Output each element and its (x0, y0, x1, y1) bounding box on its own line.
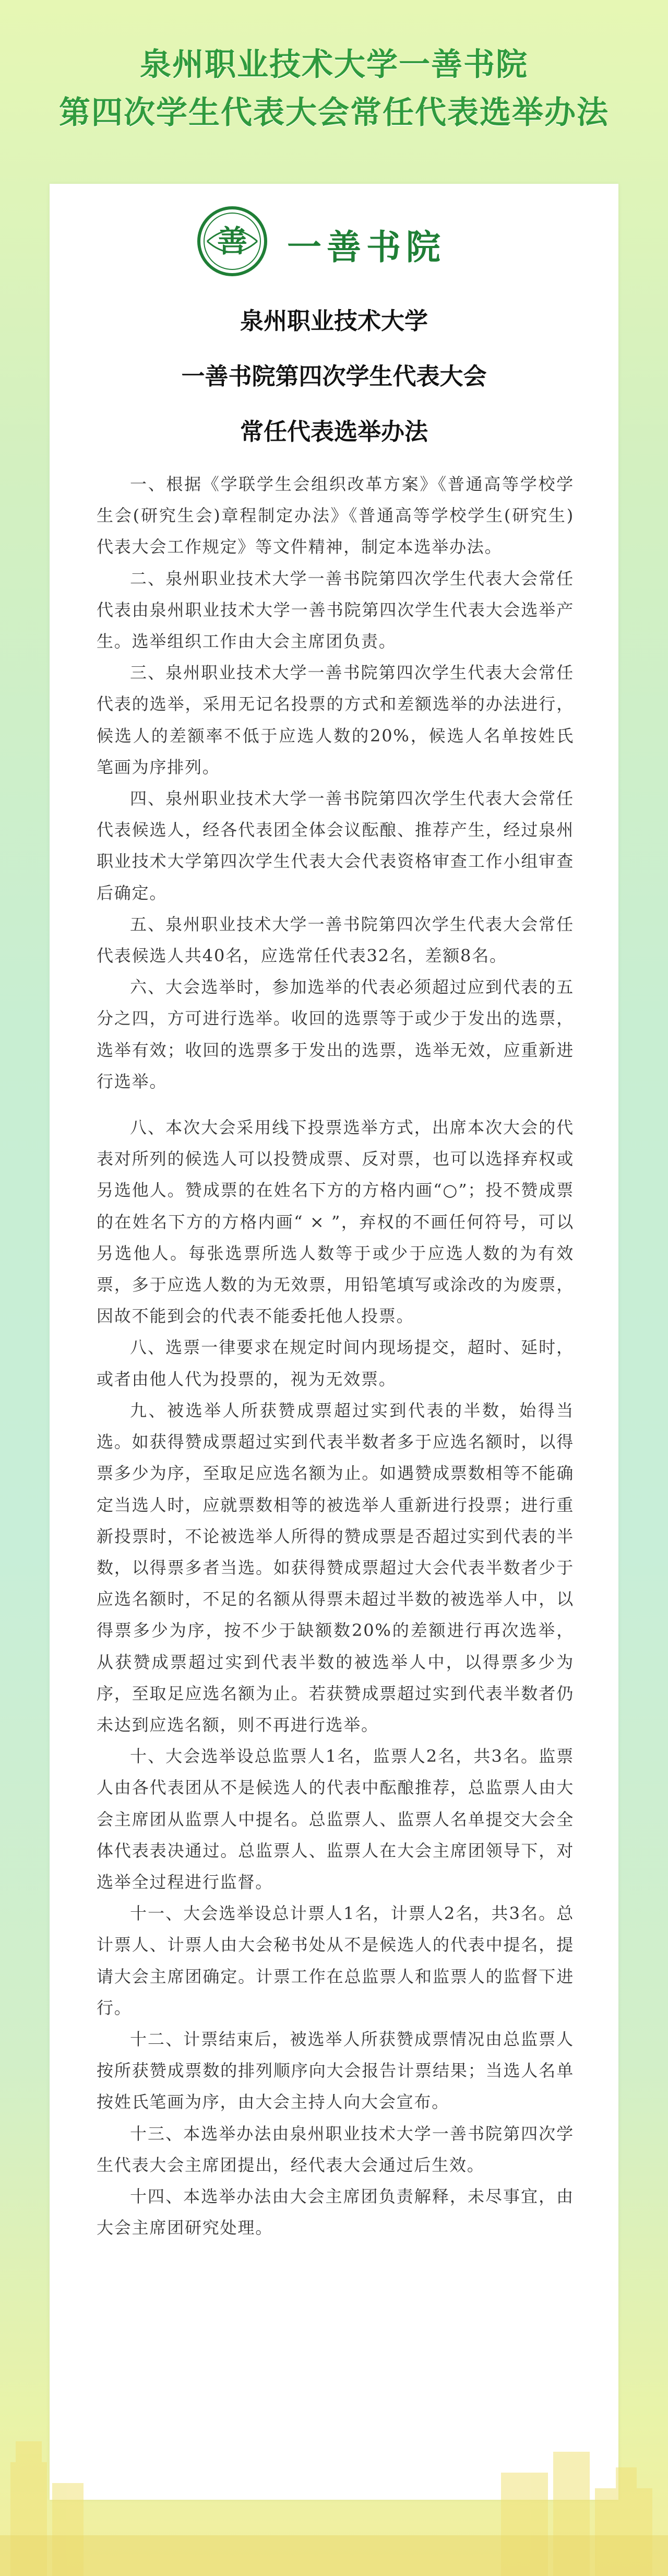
article-9: 九、被选举人所获赞成票超过实到代表的半数，始得当选。如获得赞成票超过实到代表半数者多于应选名额时，以得票多少为序，至取足应选名额为止。如遇赞成票数相等不能确定当选人时，应就票数相等的被选举人重新进行投票；进行重新投票时，不论被选举人所得的赞成票是否超过实到代表的半数，以得票多者当选。如获得赞成票超过大会代表半数者少于应选名额时，不足的名额从得票未超过半数的被选举人中，以得票多少为序，按不少于缺额数20%的差额进行再次选举，从获赞成票超过实到代表半数的被选举人中，以得票多少为序，至取足应选名额为止。若获赞成票超过实到代表半数者仍未达到应选名额，则不再进行选举。 (97, 1400, 574, 1735)
heading-line-3: 常任代表选举办法 (240, 418, 428, 445)
article-12: 十二、计票结束后，被选举人所获赞成票情况由总监票人按所获赞成票数的排列顺序向大会报告计票结果；当选人名单按姓氏笔画为序，由大会主持人向大会宣布。 (97, 2029, 574, 2112)
poster-title-line-1: 泉州职业技术大学一善书院 (140, 46, 528, 83)
article-1: 一、根据《学联学生会组织改革方案》《普通高等学校学生会(研究生会)章程制定办法》《普通高等学校学生(研究生)代表大会工作规定》等文件精神，制定本选举办法。 (97, 474, 574, 557)
brand-name: 一善书院 (287, 227, 446, 267)
article-3: 三、泉州职业技术大学一善书院第四次学生代表大会常任代表的选举，采用无记名投票的方式和差额选举的办法进行，候选人的差额率不低于应选人数的20%，候选人名单按姓氏笔画为序排列。 (97, 663, 574, 777)
seal-glyph: 善 (217, 224, 248, 259)
academy-seal-icon (196, 205, 269, 278)
article-11: 十一、大会选举设总计票人1名，计票人2名，共3名。总计票人、计票人由大会秘书处从不是候选人的代表中提名，提请大会主席团确定。计票工作在总监票人和监票人的监督下进行。 (97, 1903, 574, 2018)
article-4: 四、泉州职业技术大学一善书院第四次学生代表大会常任代表候选人，经各代表团全体会议酝酿、推荐产生，经过泉州职业技术大学第四次学生代表大会代表资格审查工作小组审查后确定。 (97, 789, 574, 903)
heading-line-2: 一善书院第四次学生代表大会 (181, 362, 487, 390)
article-10: 十、大会选举设总监票人1名，监票人2名，共3名。监票人由各代表团从不是候选人的代表中酝酿推荐，总监票人由大会主席团从监票人中提名。总监票人、监票人名单提交大会全体代表表决通过。总监票人、监票人在大会主席团领导下，对选举全过程进行监督。 (97, 1746, 574, 1892)
article-7: 八、本次大会采用线下投票选举方式，出席本次大会的代表对所列的候选人可以投赞成票、反对票，也可以选择弃权或另选他人。赞成票的在姓名下方的方格内画“○”；投不赞成票的在姓名下方的方格内画“ × ”，弃权的不画任何符号，可以另选他人。每张选票所选人数等于或少于应选人数的为有效票，多于应选人数的为无效票，用铅笔填写或涂改的为废票，因故不能到会的代表不能委托他人投票。 (97, 1118, 574, 1326)
article-8: 八、选票一律要求在规定时间内现场提交，超时、延时，或者由他人代为投票的，视为无效票。 (97, 1337, 574, 1389)
academy-logo (50, 205, 618, 283)
article-2: 二、泉州职业技术大学一善书院第四次学生代表大会常任代表由泉州职业技术大学一善书院第四次学生代表大会选举产生。选举组织工作由大会主席团负责。 (97, 568, 574, 652)
poster-title (0, 41, 668, 137)
poster-title-line-2: 第四次学生代表大会常任代表选举办法 (59, 95, 609, 131)
article-14: 十四、本选举办法由大会主席团负责解释，未尽事宜，由大会主席团研究处理。 (97, 2186, 574, 2238)
article-13: 十三、本选举办法由泉州职业技术大学一善书院第四次学生代表大会主席团提出，经代表大会通过后生效。 (97, 2123, 574, 2175)
heading-line-1: 泉州职业技术大学 (240, 307, 428, 335)
document-body (97, 468, 574, 2243)
article-5: 五、泉州职业技术大学一善书院第四次学生代表大会常任代表候选人共40名，应选常任代表32名，差额8名。 (97, 914, 574, 966)
document-heading (50, 293, 618, 460)
article-6: 六、大会选举时，参加选举的代表必须超过应到代表的五分之四，方可进行选举。收回的选票等于或少于发出的选票，选举有效；收回的选票多于发出的选票，选举无效，应重新进行选举。 (97, 977, 574, 1091)
campus-skyline-decoration (0, 2379, 668, 2576)
document-card (50, 184, 618, 2500)
